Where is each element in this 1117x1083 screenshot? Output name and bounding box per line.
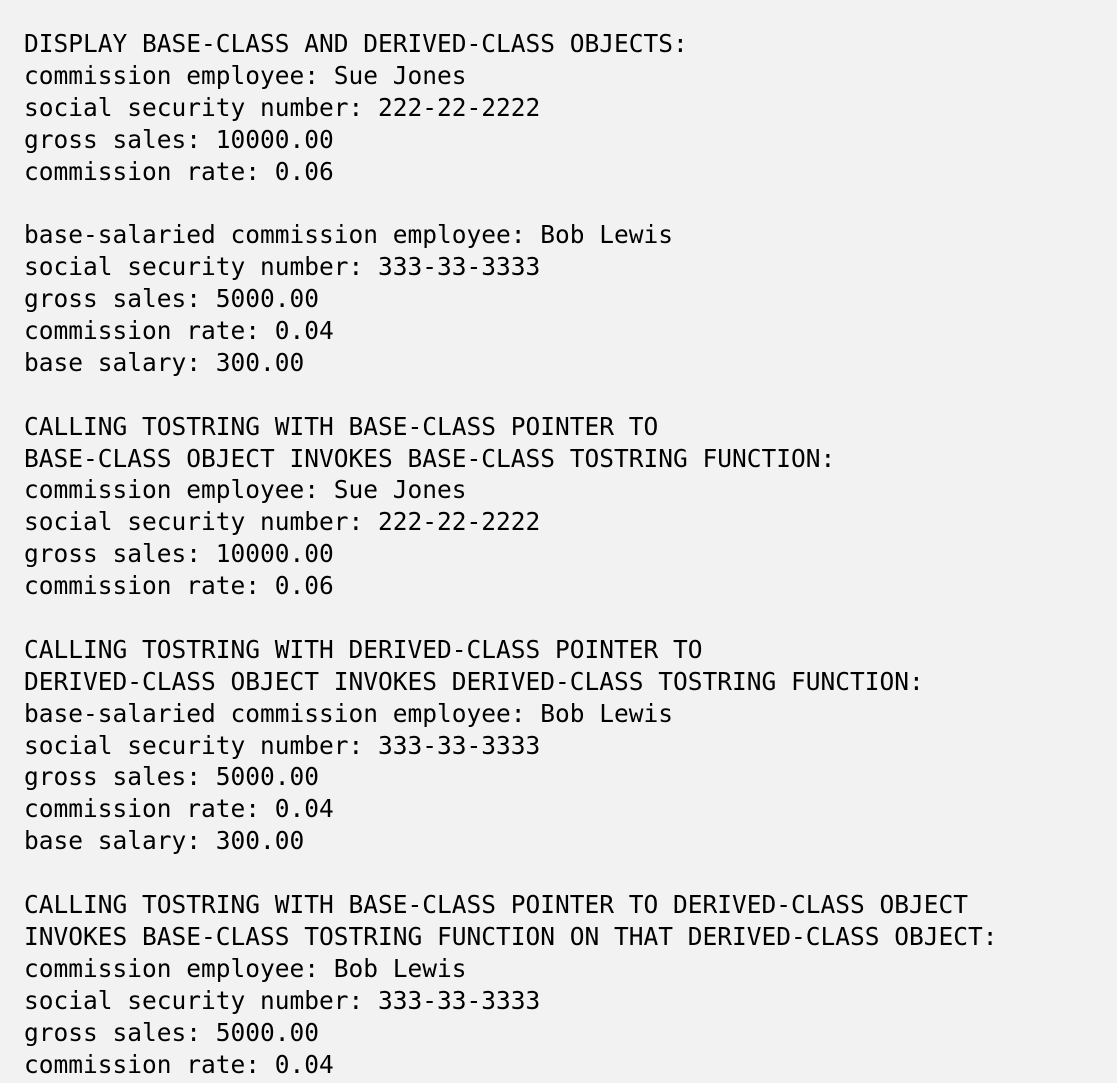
- console-line: social security number: 333-33-3333: [24, 985, 541, 1015]
- console-line: DERIVED-CLASS OBJECT INVOKES DERIVED-CLASS TOSTRING FUNCTION:: [24, 666, 924, 696]
- console-line: commission rate: 0.06: [24, 156, 334, 186]
- console-line: INVOKES BASE-CLASS TOSTRING FUNCTION ON THAT DERIVED-CLASS OBJECT:: [24, 921, 998, 951]
- console-line: base-salaried commission employee: Bob Lewis: [24, 698, 674, 728]
- console-line: DISPLAY BASE-CLASS AND DERIVED-CLASS OBJECTS:: [24, 29, 688, 58]
- console-blank-line: [24, 602, 1117, 634]
- console-line: CALLING TOSTRING WITH DERIVED-CLASS POINTER TO: [24, 634, 703, 664]
- console-line: CALLING TOSTRING WITH BASE-CLASS POINTER TO DERIVED-CLASS OBJECT: [24, 890, 969, 920]
- console-line: social security number: 333-33-3333: [24, 730, 541, 760]
- console-blank-line: [24, 187, 1117, 219]
- console-line: base-salaried commission employee: Bob Lewis: [24, 220, 674, 250]
- console-line: BASE-CLASS OBJECT INVOKES BASE-CLASS TOSTRING FUNCTION:: [24, 443, 836, 473]
- console-line: gross sales: 5000.00: [24, 1017, 320, 1047]
- console-line: commission employee: Sue Jones: [24, 60, 467, 90]
- console-line: commission rate: 0.06: [24, 571, 334, 601]
- console-line: gross sales: 5000.00: [24, 284, 320, 314]
- console-line: social security number: 222-22-2222: [24, 92, 541, 122]
- console-line: base salary: 300.00: [24, 826, 305, 856]
- console-line: commission rate: 0.04: [24, 1049, 334, 1079]
- console-line: social security number: 222-22-2222: [24, 507, 541, 537]
- console-line: social security number: 333-33-3333: [24, 252, 541, 282]
- console-line: base salary: 300.00: [24, 347, 305, 377]
- console-line: commission employee: Bob Lewis: [24, 953, 467, 983]
- console-line: gross sales: 10000.00: [24, 124, 334, 154]
- console-blank-line: [24, 379, 1117, 411]
- console-line: gross sales: 5000.00: [24, 762, 320, 792]
- console-line: commission employee: Sue Jones: [24, 475, 467, 505]
- console-line: commission rate: 0.04: [24, 316, 334, 346]
- console-line: gross sales: 10000.00: [24, 539, 334, 569]
- console-blank-line: [24, 857, 1117, 889]
- console-line: commission rate: 0.04: [24, 794, 334, 824]
- console-line: CALLING TOSTRING WITH BASE-CLASS POINTER TO: [24, 411, 659, 441]
